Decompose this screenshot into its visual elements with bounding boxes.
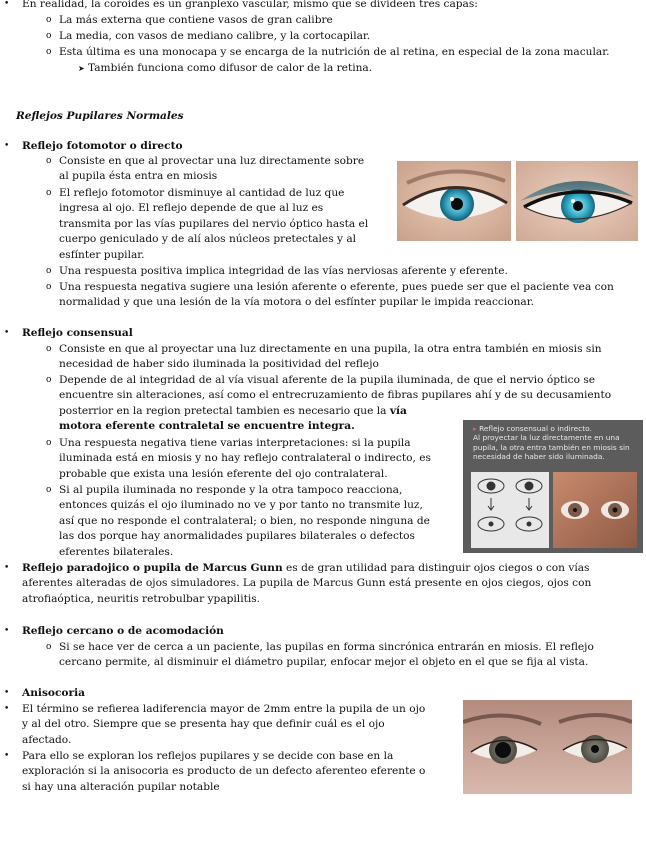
list-item: o El reflejo fotomotor disminuye al cantidad de luz que ingresa al ojo. El reflejo depende de que al luz es transmita por las vías pupilares del nervio óptico hasta el cuerpo geniculado y de alí alos núcleos pretectales y al esfínter pupilar. xyxy=(46,187,369,261)
coroides-bullet: • En realidad, la coroides es un granplexo vascular, mismo que se divideen tres capas: xyxy=(10,0,478,12)
coroides-sub: ➤ También funciona como difusor de calor de la retina. xyxy=(78,62,373,74)
list-item: o Consiste en que al proyectar una luz directamente en una pupila, la otra entra también en miosis sin necesidad de haber sido iluminada la positividad del reflejo xyxy=(46,343,602,371)
coroides-intro: En realidad, la coroides es un granplexo vascular, mismo que se divideen tres capas: xyxy=(22,0,478,10)
list-item: • El término se refierea ladiferencia mayor de 2mm entre la pupila de un ojo y al del otro. Siempre que se presenta hay que definir cuál es el ojo afectado. xyxy=(4,703,426,746)
anisocoria-photo xyxy=(463,700,632,794)
figure-caption: ▸ Reflejo consensual o indirecto. Al proyectar la luz directamente en una pupila, la otra entra también en miosis sin necesidad de haber sido iluminada. xyxy=(473,424,630,462)
coroides-layer: o La media, con vasos de mediano calibre, y la cortocapilar. xyxy=(46,30,371,42)
list-item: • Para ello se exploran los reflejos pupilares y se decide con base en la exploración si la anisocoria es producto de un defecto aferenteo eferente o si hay una alteración pupilar notable xyxy=(4,750,426,793)
section-heading: Reflejos Pupilares Normales xyxy=(16,110,184,122)
eye-photo-open xyxy=(397,161,511,241)
fotomotor-heading: • Reflejo fotomotor o directo xyxy=(4,140,183,152)
pupil-diagram xyxy=(471,472,549,548)
list-item: o Consiste en que al provectar una luz directamente sobre al pupila ésta entra en miosis xyxy=(46,155,365,183)
list-item: o Una respuesta negativa tiene varias interpretaciones: si la pupila iluminada está en miosis y no hay reflejo contralateral o indirecto, es probable que exista una lesión eferente del ojo contralateral. xyxy=(46,437,431,480)
consensual-figure xyxy=(463,420,643,553)
anisocoria-heading: • Anisocoria xyxy=(4,687,85,699)
consensual-heading: • Reflejo consensual xyxy=(4,327,133,339)
list-item: o Depende de al integridad de al vía visual aferente de la pupila iluminada, de que el nervio óptico se encuentre sin alteraciones, así como el entrecruzamiento de fibras pupilares ahí y de su decusamiento posterrior en la region pretectal tambien es necesario que la vía motora eferente contraletal se encuentre integra. xyxy=(46,374,612,433)
list-item: o Si se hace ver de cerca a un paciente, las pupilas en forma sincrónica entrarán en miosis. El reflejo cercano permite, al disminuir el diámetro pupilar, enfocar mejor el objeto en el que se fija al vista. xyxy=(46,641,594,669)
list-item: o Una respuesta negativa sugiere una lesión aferente o eferente, pues puede ser que el paciente vea con normalidad y que una lesión de la vía motora o del esfínter pupilar le impida reaccionar. xyxy=(46,281,614,309)
cercano-heading: • Reflejo cercano o de acomodación xyxy=(4,625,224,637)
eye-photo-makeup xyxy=(516,161,638,241)
coroides-layer: o La más externa que contiene vasos de gran calibre xyxy=(46,14,333,26)
eyes-photo-consensual xyxy=(553,472,637,548)
list-item: o Una respuesta positiva implica integridad de las vías nerviosas aferente y eferente. xyxy=(46,265,508,277)
coroides-layer: o Esta última es una monocapa y se encarga de la nutrición de al retina, en especial de la zona macular. xyxy=(46,46,610,58)
list-item: o Si al pupila iluminada no responde y la otra tampoco reacciona, entonces quizás el ojo iluminado no ve y por tanto no transmite luz, así que no responde el contralateral; o bien, no responde ninguna de las dos porque hay anormalidades pupilares bilaterales o defectos eferentes bilaterales. xyxy=(46,484,430,558)
marcus-paragraph: • Reflejo paradojico o pupila de Marcus Gunn es de gran utilidad para distinguir ojos ciegos o con vías aferentes alteradas de ojos simuladores. La pupila de Marcus Gunn está presente en ojos ciegos, ojos con atrofiaóptica, neuritis retrobulbar ypapilitis. xyxy=(4,562,592,605)
